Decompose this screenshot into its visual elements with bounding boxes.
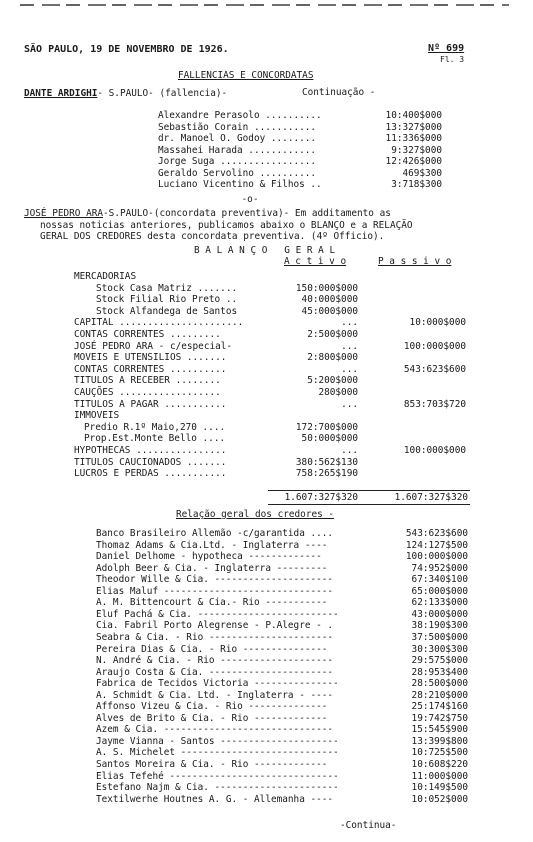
creditor-name: Eluf Pachá & Cia. ------------------------- — [96, 608, 339, 620]
balance-label: Stock Alfandega de Santos — [96, 305, 238, 317]
balance-activo: 758:265$190 — [295, 468, 358, 480]
creditor-amount: 15:545$900 — [411, 724, 468, 736]
balance-activo: 2:800$000 — [307, 352, 358, 364]
creditor-name: Affonso Vizeu & Cia. - Rio -------------- — [96, 701, 328, 713]
case2-intro — [24, 208, 391, 219]
creditor-amount: 11:000$000 — [411, 770, 468, 782]
balance-label: Stock Casa Matriz ....... — [96, 282, 238, 294]
balance-activo: 5:200$000 — [307, 375, 358, 387]
creditor-amount: 10:400$000 — [385, 110, 442, 121]
balance-label: JOSÉ PEDRO ARA - c/especial- — [74, 340, 233, 352]
creditor-name: Daniel Delhome - hypotheca ------------- — [96, 551, 322, 563]
creditor-amount: 13:327$000 — [385, 121, 442, 133]
total-activo: 1.607:327$320 — [284, 492, 358, 503]
creditor-name: A. Schmidt & Cia. Ltd. - Inglaterra - ---- — [96, 689, 334, 701]
creditor-amount: 13:399$800 — [411, 735, 468, 747]
creditor-amount: 43:000$000 — [411, 608, 468, 620]
creditor-amount: 37:500$000 — [411, 631, 468, 643]
date-line: SÃO PAULO, 19 DE NOVEMBRO DE 1926. — [24, 44, 229, 55]
balance-activo: 50:000$000 — [301, 433, 358, 445]
balance-activo: ... — [341, 445, 358, 456]
creditor-amount: 28:953$400 — [411, 666, 468, 678]
creditor-name: Theodor Wille & Cia. --------------------- — [96, 574, 334, 586]
balance-label: HYPOTHECAS ................ — [74, 445, 227, 456]
creditor-amount: 28:210$000 — [411, 689, 468, 701]
creditors-title: Relação geral dos credores - — [176, 509, 335, 520]
creditor-amount: 10:725$500 — [411, 747, 468, 759]
creditor-name: Araujo Costa & Cia. ---------------------- — [96, 666, 334, 678]
balance-label: LUCROS E PERDAS ........... — [74, 468, 227, 480]
balance-activo: 40:000$000 — [301, 294, 358, 306]
case2-intro-line2: nossas noticias anteriores, publicamos abaixo o BLANÇO e a RELAÇÃO — [40, 220, 413, 231]
section-title: FALLENCIAS E CONCORDATAS — [178, 70, 314, 81]
creditor-name: Adolph Beer & Cia. - Inglaterra --------- — [96, 562, 328, 574]
creditor-name: Alexandre Perasolo .......... — [158, 110, 322, 121]
creditor-name: Jayme Vianna - Santos --------------------- — [96, 735, 339, 747]
creditor-name: dr. Manoel O. Godoy ........ — [158, 133, 317, 144]
balance-label: Predio R.1º Maio,270 .... — [84, 421, 226, 433]
creditor-amount: 3:718$300 — [391, 179, 442, 190]
page-number: Nº 699 — [428, 43, 465, 54]
balance-label: CONTAS CORRENTES ......... — [74, 329, 221, 340]
total-rule-top — [268, 490, 470, 491]
creditor-amount: 67:340$100 — [411, 574, 468, 586]
case2-intro-rest: -S.PAULO-(concordata preventiva)- Em additamento as — [103, 208, 391, 219]
creditor-amount: 100:000$000 — [405, 551, 468, 563]
creditor-amount: 65:000$000 — [411, 585, 468, 597]
creditor-name: Elias Maluf ------------------------------ — [96, 585, 334, 597]
balance-activo: 380:562$130 — [295, 456, 358, 468]
balance-passivo: 100:000$000 — [403, 445, 466, 456]
case2-name: JOSÉ PEDRO ARA — [24, 208, 104, 219]
creditor-name: Elias Tefehé ------------------------------ — [96, 770, 339, 782]
balance-activo: ... — [341, 398, 358, 410]
creditor-name: Alves de Brito & Cia. - Rio ------------- — [96, 712, 328, 724]
creditor-amount: 74:952$000 — [411, 562, 468, 574]
balance-activo: ... — [341, 340, 358, 352]
creditor-amount: 11:336$000 — [385, 133, 442, 144]
creditor-amount: 469$300 — [402, 167, 442, 179]
creditor-amount: 10:052$000 — [411, 793, 468, 805]
creditor-name: Santos Moreira & Cia. - Rio ------------- — [96, 759, 328, 770]
creditor-name: A. M. Bittencourt & Cia.- Rio ----------- — [96, 597, 328, 609]
creditor-amount: 124:127$500 — [405, 539, 468, 551]
creditor-name: Sebastião Corain ........... — [158, 121, 317, 133]
case1-continuation: Continuação - — [302, 87, 376, 98]
creditor-name: Fabrica de Tecidos Victoria --------------- — [96, 678, 339, 690]
balance-passivo: 100:000$000 — [403, 340, 466, 352]
balance-title: B A L A N Ç O G E R A L — [194, 245, 336, 256]
balance-label: CAPITAL ...................... — [74, 317, 244, 329]
creditor-amount: 28:500$000 — [411, 678, 468, 690]
creditor-name: Pereira Dias & Cia. - Rio --------------- — [96, 643, 328, 655]
top-border-rule — [20, 4, 509, 6]
separator: -o- — [241, 194, 259, 205]
balance-activo: ... — [341, 317, 358, 329]
balance-label: TITULOS CAUCIONADOS ....... — [74, 456, 227, 468]
creditor-name: Banco Brasileiro Allemão -c/garantida .... — [96, 528, 334, 539]
creditor-amount: 25:174$160 — [411, 701, 468, 713]
creditor-name: Seabra & Cia. - Rio ---------------------- — [96, 631, 334, 643]
case1-name: DANTE ARDIGHI — [24, 88, 98, 99]
balance-passivo: 10:000$000 — [409, 317, 466, 329]
page-sub: Fl. 3 — [440, 55, 465, 64]
continua-footer: -Continua- — [340, 820, 397, 831]
creditor-name: Thomaz Adams & Cia.Ltd. - Inglaterra ---- — [96, 539, 328, 551]
balance-label: TITULOS A RECEBER ........ — [74, 375, 221, 387]
balance-label: MOVEIS E UTENSILIOS ....... — [74, 352, 227, 364]
total-passivo: 1.607:327$320 — [394, 492, 468, 503]
creditor-amount: 29:575$000 — [411, 655, 468, 667]
balance-activo: 280$000 — [318, 387, 358, 398]
balance-activo: 45:000$000 — [301, 305, 358, 317]
creditor-name: N. André & Cia. - Rio -------------------- — [96, 655, 334, 667]
creditor-name: Estefano Najm & Cia. ---------------------- — [96, 782, 339, 794]
creditor-amount: 10:149$500 — [411, 782, 468, 794]
creditor-amount: 12:426$000 — [385, 156, 442, 167]
creditor-name: A. S. Michelet ---------------------------- — [96, 747, 339, 759]
creditor-amount: 30:300$300 — [411, 643, 468, 655]
balance-label: Prop.Est.Monte Bello .... — [84, 433, 226, 445]
creditor-amount: 38:190$300 — [411, 620, 468, 632]
creditor-name: Geraldo Servolino .......... — [158, 167, 317, 179]
balance-label: MERCADORIAS — [74, 271, 137, 282]
creditor-amount: 10:608$220 — [411, 759, 468, 770]
creditor-amount: 19:742$750 — [411, 712, 468, 724]
balance-label: CAUÇÕES .................. — [74, 387, 221, 398]
creditor-amount: 543:623$600 — [405, 528, 468, 539]
balance-activo: 150:000$000 — [295, 282, 358, 294]
creditor-name: Azem & Cia. ------------------------------ — [96, 724, 334, 736]
case2-intro-line3: GERAL DOS CREDORES desta concordata preventiva. (4º Officio). — [40, 231, 385, 242]
creditor-name: Luciano Vicentino & Filhos .. — [158, 179, 322, 190]
col-activo: A c t i v o — [284, 256, 347, 267]
balance-label: Stock Filial Rio Preto .. — [96, 294, 238, 306]
creditor-amount: 9:327$000 — [391, 144, 442, 156]
balance-label: TITULOS A PAGAR ........... — [74, 398, 227, 410]
col-passivo: P a s s i v o — [378, 256, 452, 267]
creditor-name: Cia. Fabril Porto Alegrense - P.Alegre - . — [96, 620, 334, 632]
total-rule-bottom — [268, 504, 470, 505]
case1-location: - S.PAULO- (fallencia)- — [97, 88, 228, 99]
balance-activo: 2:500$000 — [307, 329, 358, 340]
creditor-name: Jorge Suga ................. — [158, 156, 317, 167]
balance-passivo: 543:623$600 — [403, 363, 466, 375]
creditor-amount: 62:133$000 — [411, 597, 468, 609]
creditor-name: Massahei Harada ............ — [158, 144, 317, 156]
balance-label: IMMOVEIS — [74, 410, 120, 422]
balance-label: CONTAS CORRENTES .......... — [74, 363, 227, 375]
balance-activo: ... — [341, 363, 358, 375]
balance-activo: 172:700$000 — [295, 421, 358, 433]
case1-header — [24, 88, 227, 99]
creditor-name: Textilwerhe Houtnes A. G. - Allemanha ---- — [96, 793, 334, 805]
balance-passivo: 853:703$720 — [403, 398, 466, 410]
